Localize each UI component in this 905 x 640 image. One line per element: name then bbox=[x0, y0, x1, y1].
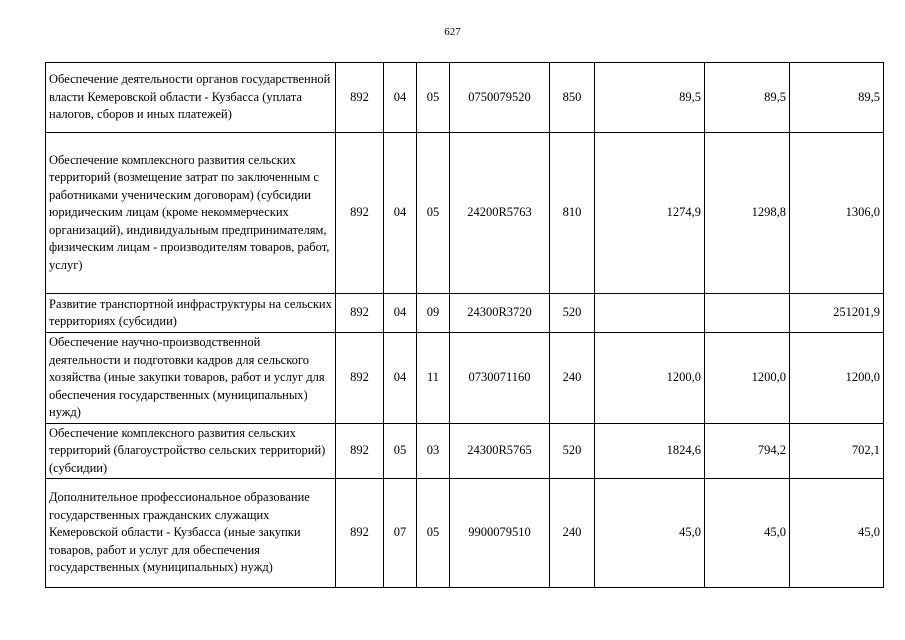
expense-type: 520 bbox=[550, 424, 595, 479]
ministry-code: 892 bbox=[336, 63, 384, 133]
row-name: Развитие транспортной инфраструктуры на сельских территориях (субсидии) bbox=[46, 294, 336, 333]
expense-type: 240 bbox=[550, 333, 595, 424]
target-article: 24300R5765 bbox=[450, 424, 550, 479]
page-number: 627 bbox=[444, 26, 461, 38]
section-code: 04 bbox=[384, 133, 417, 294]
section-code: 04 bbox=[384, 333, 417, 424]
expense-type: 810 bbox=[550, 133, 595, 294]
table-row bbox=[46, 424, 884, 479]
year1-amount bbox=[595, 294, 705, 333]
target-article: 9900079510 bbox=[450, 479, 550, 588]
year2-amount: 1298,8 bbox=[705, 133, 790, 294]
year3-amount: 251201,9 bbox=[790, 294, 884, 333]
year3-amount: 45,0 bbox=[790, 479, 884, 588]
expense-type: 520 bbox=[550, 294, 595, 333]
section-code: 05 bbox=[384, 424, 417, 479]
year1-amount: 89,5 bbox=[595, 63, 705, 133]
year2-amount: 1200,0 bbox=[705, 333, 790, 424]
target-article: 24200R5763 bbox=[450, 133, 550, 294]
year1-amount: 45,0 bbox=[595, 479, 705, 588]
subsection-code: 11 bbox=[417, 333, 450, 424]
row-name: Обеспечение комплексного развития сельских территорий (благоустройство сельских территорий) (субсидии) bbox=[46, 424, 336, 479]
target-article: 0730071160 bbox=[450, 333, 550, 424]
year3-amount: 1200,0 bbox=[790, 333, 884, 424]
row-name: Обеспечение научно-производственной деятельности и подготовки кадров для сельского хозяйства (иные закупки товаров, работ и услуг для обеспечения государственных (муниципальных) нужд) bbox=[46, 333, 336, 424]
target-article: 0750079520 bbox=[450, 63, 550, 133]
table-row bbox=[46, 294, 884, 333]
row-name: Обеспечение деятельности органов государственной власти Кемеровской области - Кузбасса (уплата налогов, сборов и иных платежей) bbox=[46, 63, 336, 133]
ministry-code: 892 bbox=[336, 424, 384, 479]
ministry-code: 892 bbox=[336, 333, 384, 424]
budget-table bbox=[45, 62, 884, 588]
year1-amount: 1824,6 bbox=[595, 424, 705, 479]
year3-amount: 1306,0 bbox=[790, 133, 884, 294]
table-row bbox=[46, 333, 884, 424]
section-code: 07 bbox=[384, 479, 417, 588]
ministry-code: 892 bbox=[336, 294, 384, 333]
year2-amount: 45,0 bbox=[705, 479, 790, 588]
subsection-code: 05 bbox=[417, 133, 450, 294]
subsection-code: 09 bbox=[417, 294, 450, 333]
subsection-code: 05 bbox=[417, 63, 450, 133]
year2-amount: 89,5 bbox=[705, 63, 790, 133]
year1-amount: 1200,0 bbox=[595, 333, 705, 424]
year3-amount: 89,5 bbox=[790, 63, 884, 133]
year2-amount bbox=[705, 294, 790, 333]
subsection-code: 03 bbox=[417, 424, 450, 479]
expense-type: 850 bbox=[550, 63, 595, 133]
budget-table-body bbox=[46, 63, 884, 588]
year3-amount: 702,1 bbox=[790, 424, 884, 479]
target-article: 24300R3720 bbox=[450, 294, 550, 333]
section-code: 04 bbox=[384, 294, 417, 333]
subsection-code: 05 bbox=[417, 479, 450, 588]
row-name: Обеспечение комплексного развития сельских территорий (возмещение затрат по заключенным с работниками ученическим договорам) (субсидии юридическим лицам (кроме некоммерческих организаций), индивидуальным предпринимателям, физическим лицам - производителям товаров, работ, услуг) bbox=[46, 133, 336, 294]
ministry-code: 892 bbox=[336, 133, 384, 294]
year1-amount: 1274,9 bbox=[595, 133, 705, 294]
table-row bbox=[46, 133, 884, 294]
year2-amount: 794,2 bbox=[705, 424, 790, 479]
table-row bbox=[46, 63, 884, 133]
expense-type: 240 bbox=[550, 479, 595, 588]
table-row bbox=[46, 479, 884, 588]
row-name: Дополнительное профессиональное образование государственных гражданских служащих Кемеровской области - Кузбасса (иные закупки товаров, работ и услуг для обеспечения государственных (муниципальных) нужд) bbox=[46, 479, 336, 588]
section-code: 04 bbox=[384, 63, 417, 133]
ministry-code: 892 bbox=[336, 479, 384, 588]
